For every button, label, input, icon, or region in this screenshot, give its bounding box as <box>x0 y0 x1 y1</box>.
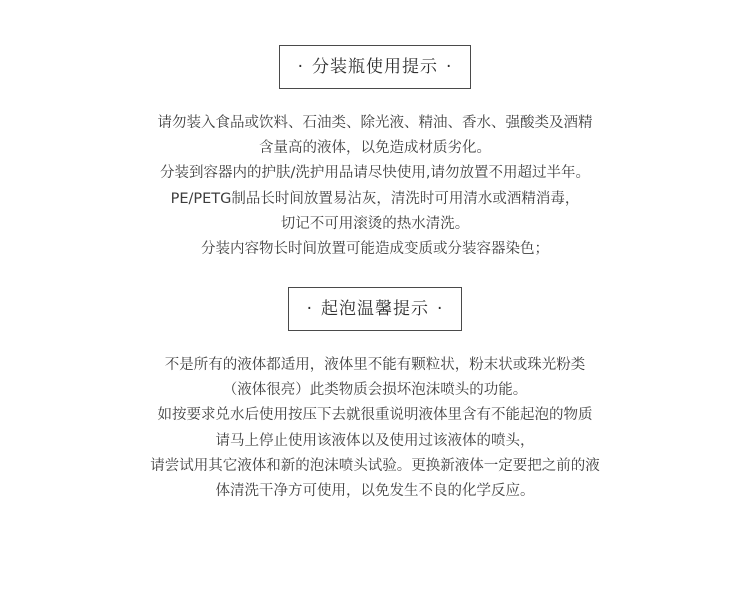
title-dot-right: · <box>446 57 453 77</box>
section-foam-tips <box>0 287 750 504</box>
body-line: 体清洗干净方可使用，以免发生不良的化学反应。 <box>215 482 535 499</box>
body-line: PE/PETG制品长时间放置易沾灰，清洗时可用清水或酒精消毒， <box>170 190 580 207</box>
title-dot-left: · <box>306 299 313 319</box>
body-line: 含量高的液体，以免造成材质劣化。 <box>259 140 491 157</box>
body-line: 请尝试用其它液体和新的泡沫喷头试验。更换新液体一定要把之前的液 <box>150 457 600 474</box>
body-line: 请马上停止使用该液体以及使用过该液体的喷头， <box>215 432 535 449</box>
section-title-box <box>279 45 472 89</box>
section-title: 分装瓶使用提示 <box>312 57 438 77</box>
section-body <box>0 353 750 504</box>
body-line: 切记不可用滚烫的热水清洗。 <box>280 215 470 232</box>
section-bottle-usage-tips <box>0 45 750 262</box>
body-line: 分装内容物长时间放置可能造成变质或分装容器染色； <box>201 240 549 257</box>
body-line: （液体很亮）此类物质会损坏泡沫喷头的功能。 <box>222 382 528 399</box>
body-line: 如按要求兑水后使用按压下去就很重说明液体里含有不能起泡的物质 <box>157 407 593 424</box>
body-line: 不是所有的液体都适用，液体里不能有颗粒状，粉末状或珠光粉类 <box>164 357 586 373</box>
body-line: 分装到容器内的护肤/洗护用品请尽快使用,请勿放置不用超过半年。 <box>160 165 590 182</box>
body-line: 请勿装入食品或饮料、石油类、除光液、精油、香水、强酸类及酒精 <box>157 115 593 131</box>
title-dot-left: · <box>297 57 304 77</box>
section-title: 起泡温馨提示 <box>321 299 429 319</box>
section-title-box <box>288 287 463 331</box>
section-body <box>0 111 750 262</box>
title-dot-right: · <box>437 299 444 319</box>
